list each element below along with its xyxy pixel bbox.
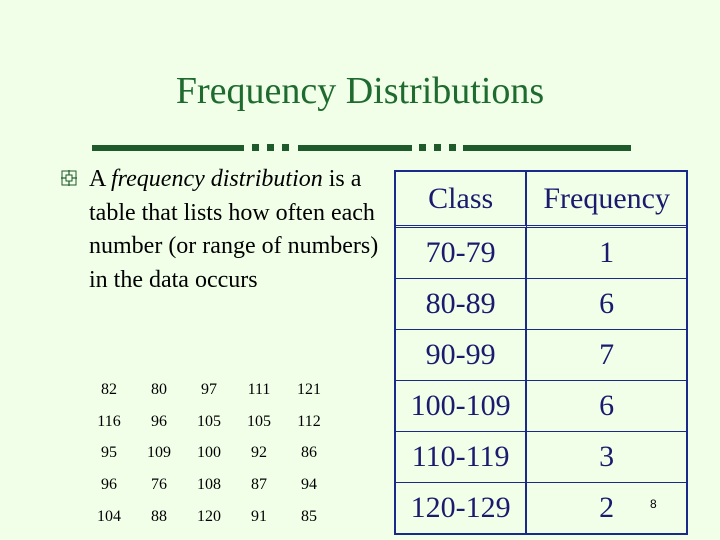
page-number: 8 (650, 497, 657, 511)
table-row (396, 278, 686, 329)
frequency-cell: 6 (527, 380, 686, 431)
table-row (396, 431, 686, 482)
divider-dot-2 (267, 144, 274, 151)
frequency-column-header: Frequency (527, 172, 686, 228)
raw-data-row (84, 374, 334, 406)
definition-prefix: A (89, 166, 112, 192)
class-cell: 70-79 (396, 228, 527, 278)
divider-dash-3 (463, 145, 631, 151)
raw-data-cell: 96 (151, 412, 167, 430)
frequency-cell: 7 (527, 329, 686, 380)
raw-data-cell: 105 (247, 412, 271, 430)
frequency-cell: 1 (599, 236, 615, 269)
divider-dot-1 (252, 144, 259, 151)
table-row (396, 329, 686, 380)
raw-data-cell: 76 (151, 475, 167, 493)
raw-data-cell: 104 (97, 507, 121, 525)
raw-data-cell: 109 (147, 444, 171, 462)
raw-data-cell: 88 (151, 507, 167, 525)
title-divider (0, 0, 720, 170)
raw-data-cell: 108 (197, 475, 221, 493)
class-cell: 80-89 (396, 278, 527, 329)
frequency-cell: 2 (527, 482, 686, 533)
raw-data-cell: 85 (301, 507, 317, 525)
raw-data-grid (84, 374, 334, 532)
class-cell: 90-99 (396, 329, 527, 380)
table-header-row (396, 172, 686, 228)
table-row (396, 482, 686, 533)
raw-data-row (84, 406, 334, 438)
divider-dot-3 (282, 144, 289, 151)
class-cell: 110-119 (396, 431, 527, 482)
divider-dot-5 (434, 144, 441, 151)
raw-data-cell: 96 (101, 475, 117, 493)
raw-data-cell: 100 (197, 444, 221, 462)
bullet-ornament-icon (61, 170, 77, 186)
class-column-header: Class (396, 172, 527, 228)
table-row (396, 228, 686, 278)
slide-title: Frequency Distributions (175, 70, 545, 112)
table-row (396, 380, 686, 431)
raw-data-cell: 95 (101, 444, 117, 462)
raw-data-cell: 116 (97, 412, 121, 430)
raw-data-cell: 87 (251, 475, 267, 493)
definition-suffix: is a table that lists how often each number (or range of numbers) in the data occurs (89, 166, 379, 294)
raw-data-cell: 94 (301, 475, 317, 493)
raw-data-cell: 120 (197, 507, 221, 525)
class-cell: 100-109 (396, 380, 527, 431)
raw-data-cell: 97 (201, 380, 217, 398)
frequency-table (394, 170, 688, 535)
class-cell: 120-129 (396, 482, 527, 533)
raw-data-cell: 92 (251, 444, 267, 462)
definition-text (89, 163, 379, 298)
frequency-cell: 6 (527, 278, 686, 329)
raw-data-row (84, 501, 334, 533)
raw-data-cell: 112 (297, 412, 321, 430)
raw-data-cell: 91 (251, 507, 267, 525)
raw-data-cell: 80 (151, 380, 167, 398)
divider-dot-6 (449, 144, 456, 151)
raw-data-cell: 86 (301, 444, 317, 462)
frequency-cell: 3 (527, 431, 686, 482)
divider-dot-4 (419, 144, 426, 151)
divider-dash-2 (298, 145, 412, 151)
raw-data-cell: 82 (101, 380, 117, 398)
raw-data-cell: 111 (247, 380, 271, 398)
raw-data-cell: 105 (197, 412, 221, 430)
raw-data-row (84, 437, 334, 469)
definition-term: frequency distribution (111, 166, 323, 192)
divider-dash-1 (92, 145, 244, 151)
raw-data-row (84, 469, 334, 501)
raw-data-cell: 121 (297, 380, 321, 398)
